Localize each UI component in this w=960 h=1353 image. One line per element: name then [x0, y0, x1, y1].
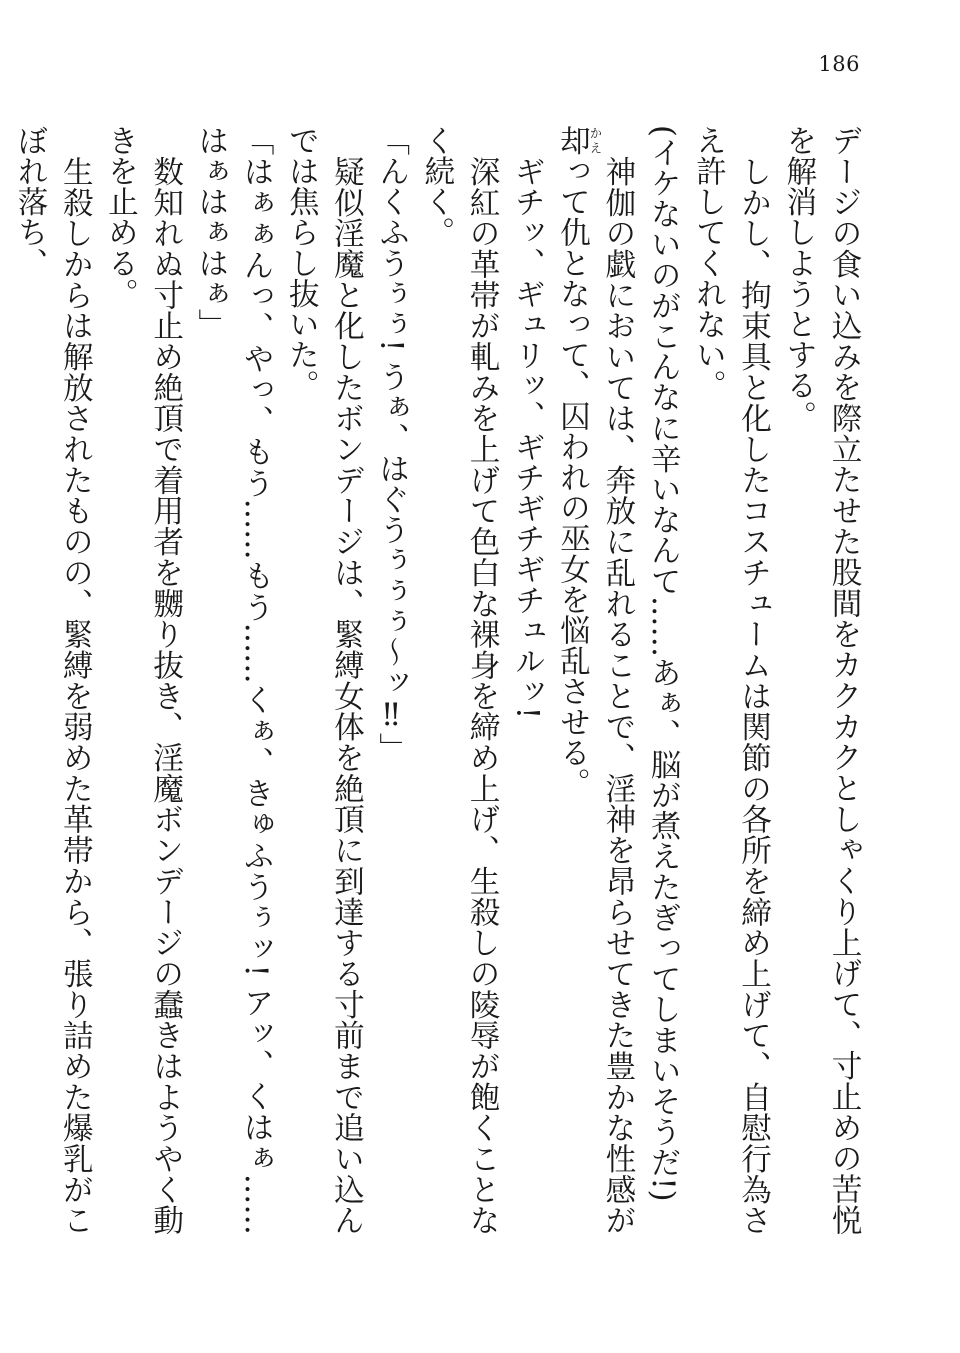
ruby-reading: かえ	[587, 125, 602, 156]
ruby-annotation	[554, 125, 602, 156]
paragraph-1: デージの食い込みを際立たせた股間をカクカクとしゃくり上げて、寸止めの苦悦を解消しようとする。	[780, 125, 861, 1235]
paragraph-4	[549, 125, 640, 1235]
paragraph-4-before-ruby: 神伽の戯においては、奔放に乱れることで、淫神を昂らせてきた豊かな性感が	[599, 155, 635, 1235]
ruby-base: 却	[554, 125, 590, 156]
paragraph-8: 疑似淫魔と化したボンデージは、緊縛女体を絶頂に到達する寸前まで追い込んでは焦らし抜いた。	[283, 125, 364, 1235]
novel-body-text	[12, 125, 866, 1235]
paragraph-9-dialog: 「はぁぁんっ、やっ、もう……もう……くぁ、きゅふうぅッ! アッ、くはぁ……はぁはぁはぁ」	[192, 125, 274, 1235]
paragraph-6: 深紅の革帯が軋みを上げて色白な裸身を締め上げ、生殺しの陵辱が飽くことなく続く。	[418, 125, 500, 1235]
paragraph-7-dialog: 「んくふうぅぅ! うぁ、はぐうぅぅぅ〜ッ‼」	[373, 125, 409, 764]
paragraph-11: 生殺しからは解放されたものの、緊縛を弱めた革帯から、張り詰めた爆乳がこぼれ落ち、	[12, 125, 93, 1235]
page-number: 186	[818, 52, 860, 76]
paragraph-5-onomatopoeia: ギチッ、ギュリッ、ギチギチギチュルッ!	[509, 155, 545, 719]
paragraph-4-after-ruby: って仇となって、囚われの巫女を悩乱させる。	[554, 155, 590, 799]
paragraph-10: 数知れぬ寸止め絶頂で着用者を嬲り抜き、淫魔ボンデージの蠢きはようやく動きを止める。	[102, 125, 183, 1235]
paragraph-2: しかし、拘束具と化したコスチュームは関節の各所を締め上げて、自慰行為さえ許してくれない。	[690, 125, 771, 1235]
paragraph-3-thought: (イケないのがこんなに辛いなんて……あぁ、脳が煮えたぎってしまいそうだ!)	[645, 125, 681, 1202]
